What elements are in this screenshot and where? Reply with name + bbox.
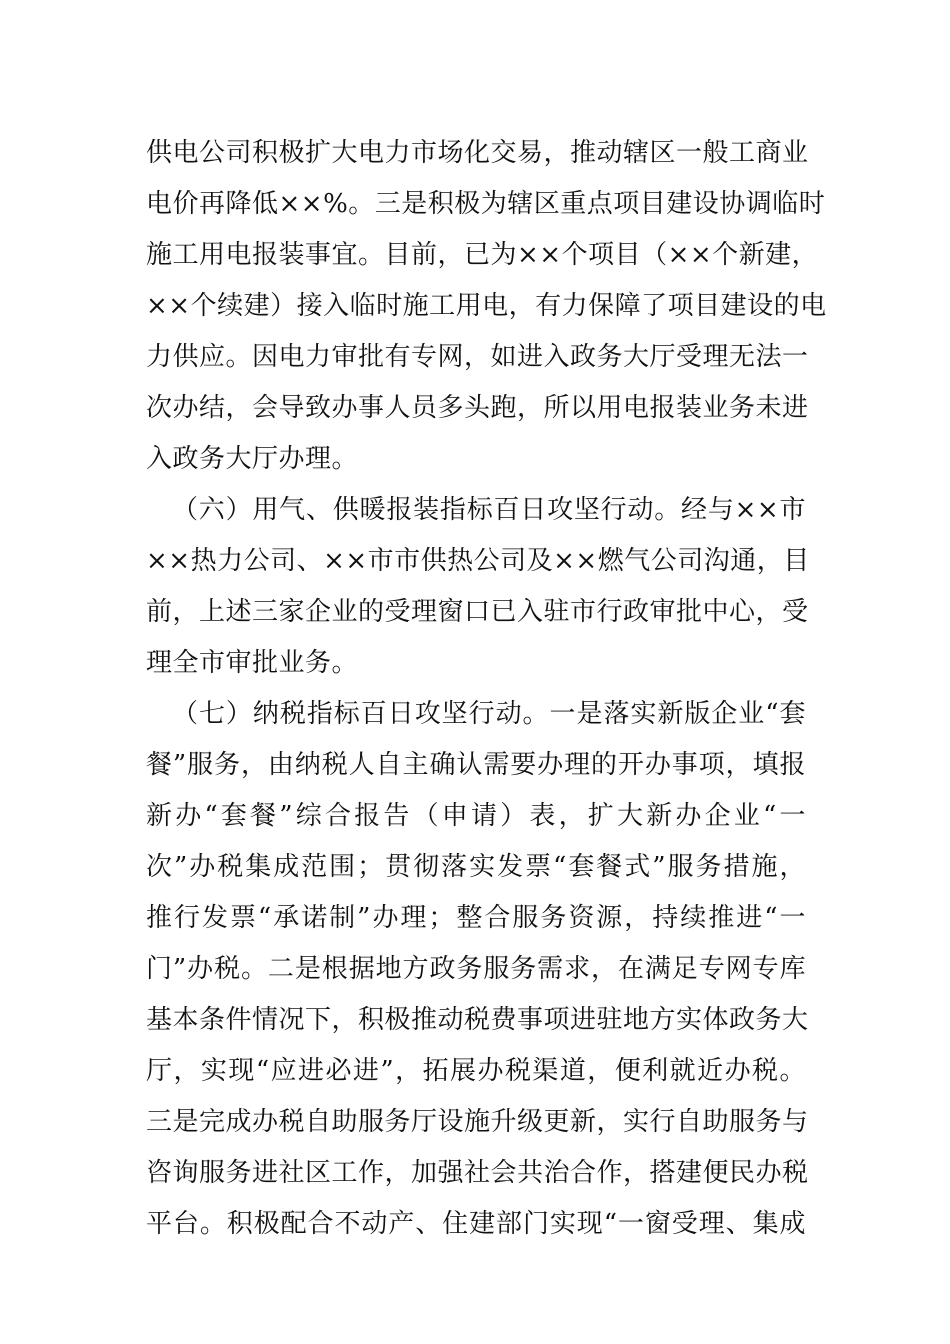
text-line: 餐”服务，由纳税人自主确认需要办理的开办事项，填报 (146, 750, 806, 780)
text-line: 供电公司积极扩大电力市场化交易，推动辖区一般工商业 (146, 138, 809, 168)
text-line: 理全市审批业务。 (146, 648, 359, 678)
text-line: 施工用电报装事宜。目前，已为××个项目（××个新建， (146, 240, 819, 270)
text-line: 前，上述三家企业的受理窗口已入驻市行政审批中心，受 (146, 597, 809, 627)
text-line: 门”办税。二是根据地方政务服务需求，在满足专网专库 (146, 954, 806, 984)
text-line: 推行发票“承诺制”办理；整合服务资源，持续推进“一 (146, 903, 806, 933)
text-line: 次”办税集成范围；贯彻落实发票“套餐式”服务措施， (146, 852, 806, 882)
text-line: 力供应。因电力审批有专网，如进入政务大厅受理无法一 (146, 342, 809, 372)
text-line: 三是完成办税自助服务厅设施升级更新，实行自助服务与 (146, 1107, 809, 1137)
text-line: 新办“套餐”综合报告（申请）表，扩大新办企业“一 (146, 801, 806, 831)
paragraph-heading-line: （六）用气、供暖报装指标百日攻坚行动。经与××市 (172, 495, 806, 525)
paragraph-heading-line: （七）纳税指标百日攻坚行动。一是落实新版企业“套 (172, 699, 806, 729)
text-line: 入政务大厅办理。 (146, 444, 359, 474)
text-line: 平台。积极配合不动产、住建部门实现“一窗受理、集成 (146, 1209, 806, 1239)
text-line: 厅，实现“应进必进”，拓展办税渠道，便利就近办税。 (146, 1056, 806, 1086)
text-line: 咨询服务进社区工作，加强社会共治合作，搭建便民办税 (146, 1158, 809, 1188)
text-line: 电价再降低××%。三是积极为辖区重点项目建设协调临时 (146, 189, 826, 219)
text-line: ××热力公司、××市市供热公司及××燃气公司沟通，目 (146, 546, 810, 576)
document-body (146, 128, 827, 1250)
text-line: ××个续建）接入临时施工用电，有力保障了项目建设的电 (146, 291, 827, 321)
text-line: 次办结，会导致办事人员多头跑，所以用电报装业务未进 (146, 393, 809, 423)
text-line: 基本条件情况下，积极推动税费事项进驻地方实体政务大 (146, 1005, 809, 1035)
